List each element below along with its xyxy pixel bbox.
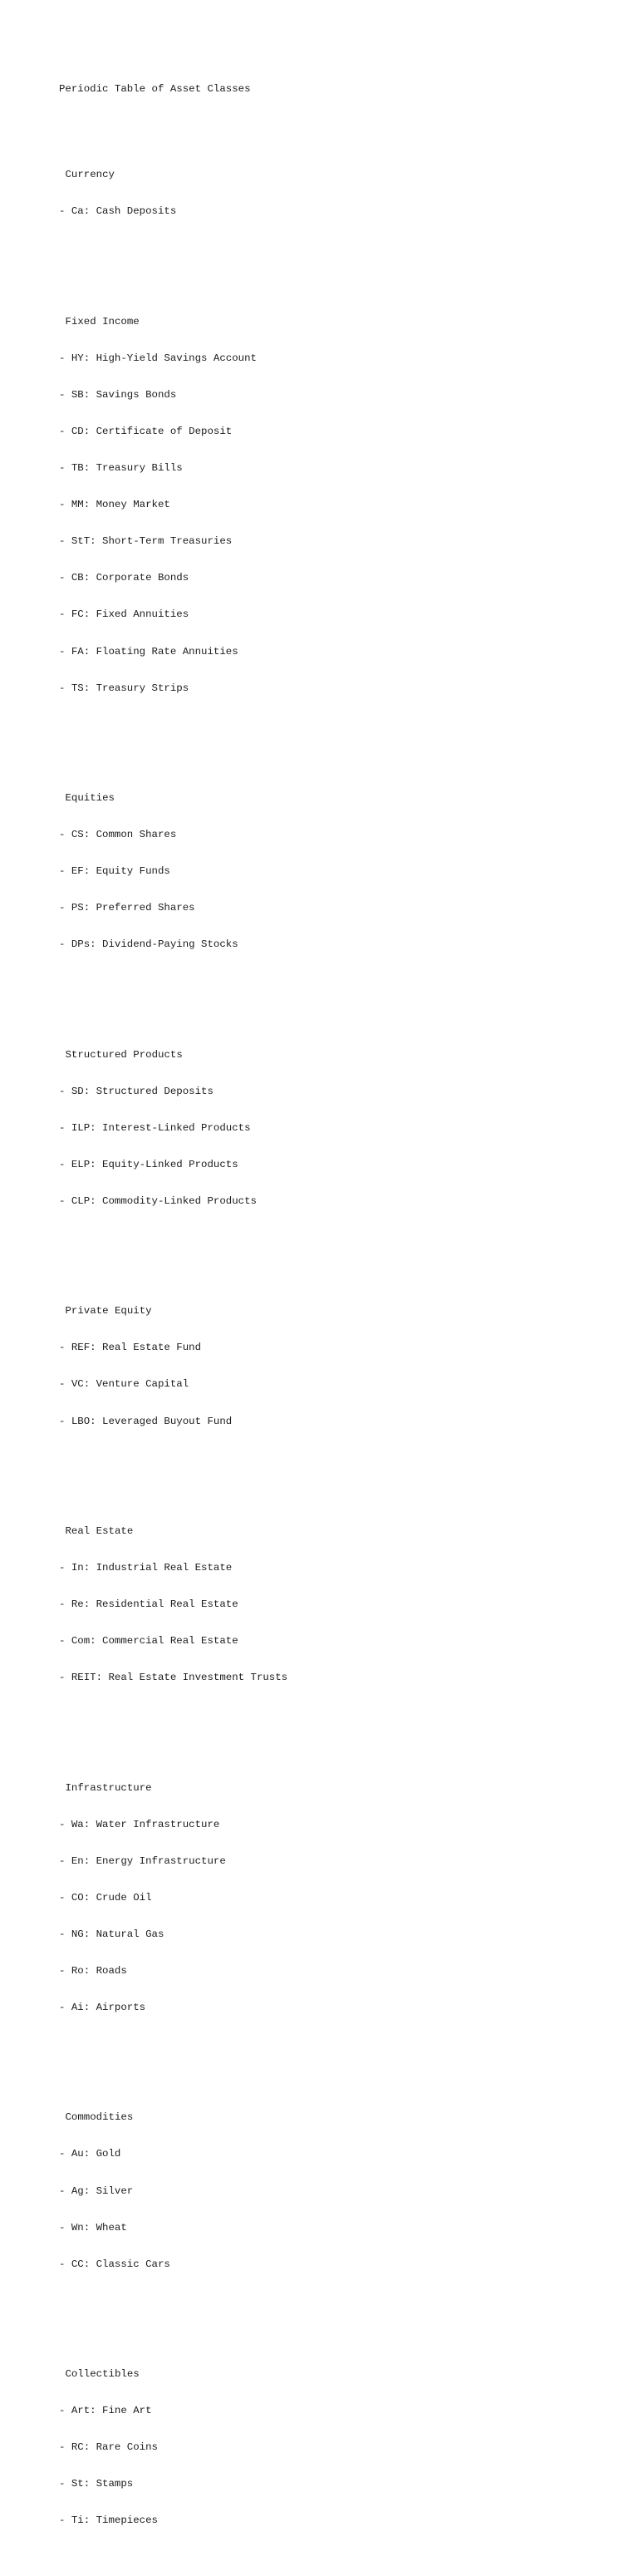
list-item: - TB: Treasury Bills	[59, 462, 183, 475]
section-heading: Fixed Income	[65, 315, 140, 328]
document-title: Periodic Table of Asset Classes	[59, 83, 251, 96]
section-equities	[59, 768, 607, 976]
list-item: - CLP: Commodity-Linked Products	[59, 1194, 257, 1207]
list-item: - Ag: Silver	[59, 2184, 134, 2197]
list-item: - TS: Treasury Strips	[59, 682, 189, 694]
section-heading: Collectibles	[65, 2368, 140, 2381]
list-item: - NG: Natural Gas	[59, 1928, 164, 1940]
list-item: - DPs: Dividend-Paying Stocks	[59, 938, 238, 951]
list-item: - Wa: Water Infrastructure	[59, 1818, 220, 1830]
list-item: - Re: Residential Real Estate	[59, 1598, 238, 1611]
list-item: - FA: Floating Rate Annuities	[59, 645, 238, 658]
list-item: - CO: Crude Oil	[59, 1891, 152, 1904]
list-item: - RC: Rare Coins	[59, 2441, 158, 2454]
list-item: - PS: Preferred Shares	[59, 902, 195, 914]
section-collectibles	[59, 2344, 607, 2552]
section-heading: Equities	[65, 791, 115, 804]
section-heading: Structured Products	[65, 1048, 183, 1061]
section-commodities	[59, 2087, 607, 2295]
section-heading: Real Estate	[65, 1524, 134, 1537]
list-item: - HY: High-Yield Savings Account	[59, 352, 257, 364]
section-heading: Infrastructure	[65, 1781, 152, 1794]
section-heading: Currency	[65, 169, 115, 181]
list-item: - CB: Corporate Bonds	[59, 572, 189, 584]
list-item: - CS: Common Shares	[59, 829, 177, 841]
document-body	[59, 59, 607, 2576]
section-infrastructure	[59, 1757, 607, 2038]
list-item: - St: Stamps	[59, 2478, 134, 2490]
list-item: - En: Energy Infrastructure	[59, 1854, 226, 1867]
section-currency	[59, 145, 607, 243]
list-item: - Ca: Cash Deposits	[59, 205, 177, 218]
section-private-equity	[59, 1281, 607, 1452]
list-item: - Ai: Airports	[59, 2002, 146, 2014]
list-item: - In: Industrial Real Estate	[59, 1561, 233, 1574]
list-item: - Art: Fine Art	[59, 2405, 152, 2417]
list-item: - LBO: Leveraged Buyout Fund	[59, 1415, 233, 1427]
list-item: - StT: Short-Term Treasuries	[59, 535, 233, 548]
list-item: - Com: Commercial Real Estate	[59, 1635, 238, 1648]
list-item: - CD: Certificate of Deposit	[59, 425, 233, 437]
list-item: - ILP: Interest-Linked Products	[59, 1121, 251, 1134]
section-heading: Private Equity	[65, 1305, 152, 1318]
list-item: - CC: Classic Cars	[59, 2258, 170, 2270]
list-item: - EF: Equity Funds	[59, 865, 170, 878]
list-item: - Ro: Roads	[59, 1964, 127, 1977]
list-item: - REF: Real Estate Fund	[59, 1342, 202, 1354]
list-item: - ELP: Equity-Linked Products	[59, 1158, 238, 1170]
list-item: - MM: Money Market	[59, 499, 170, 511]
list-item: - FC: Fixed Annuities	[59, 608, 189, 621]
list-item: - Wn: Wheat	[59, 2221, 127, 2234]
section-heading: Commodities	[65, 2111, 134, 2124]
section-fixed-income	[59, 291, 607, 718]
list-item: - VC: Venture Capital	[59, 1378, 189, 1391]
section-real-estate	[59, 1500, 607, 1708]
list-item: - SD: Structured Deposits	[59, 1085, 213, 1097]
list-item: - Au: Gold	[59, 2148, 121, 2160]
section-structured-products	[59, 1024, 607, 1232]
list-item: - Ti: Timepieces	[59, 2514, 158, 2527]
list-item: - SB: Savings Bonds	[59, 388, 177, 401]
list-item: - REIT: Real Estate Investment Trusts	[59, 1672, 288, 1684]
